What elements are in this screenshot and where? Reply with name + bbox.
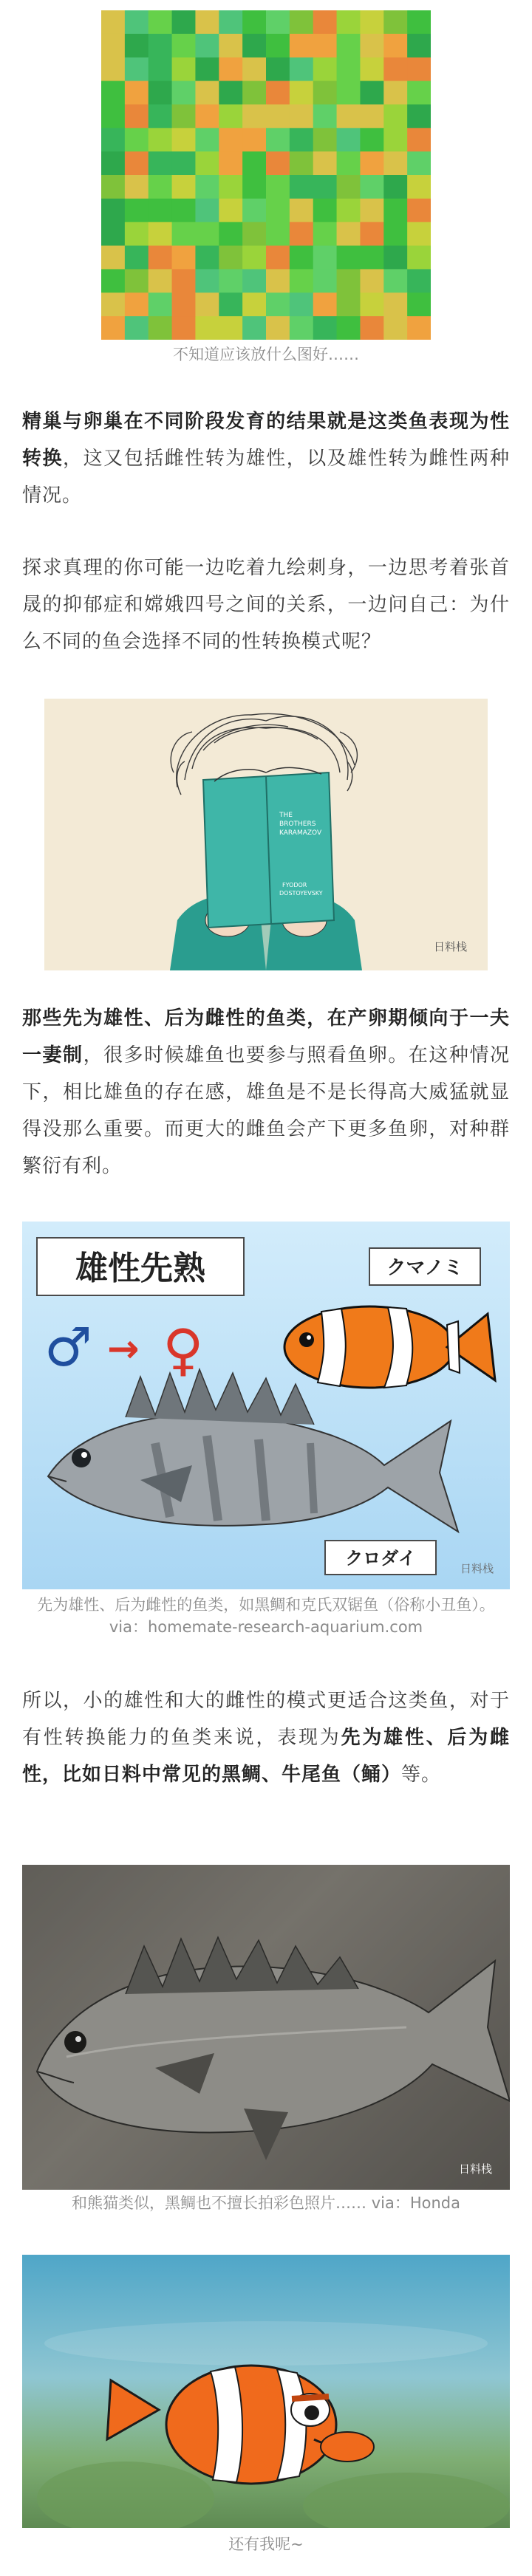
mosaic-tile bbox=[195, 222, 219, 246]
paragraph-conclusion bbox=[22, 1682, 510, 1793]
mosaic-tile bbox=[195, 199, 219, 222]
mosaic-tile bbox=[407, 175, 431, 199]
mosaic-tile bbox=[195, 34, 219, 58]
mosaic-tile bbox=[195, 292, 219, 316]
mosaic-tile bbox=[360, 292, 383, 316]
mosaic-tile bbox=[195, 151, 219, 175]
watermark: 日料栈 bbox=[433, 940, 467, 953]
mosaic-tile bbox=[290, 222, 313, 246]
mosaic-tile bbox=[149, 128, 172, 151]
mosaic-tile bbox=[242, 316, 266, 340]
mosaic-tile bbox=[313, 246, 337, 270]
label-seabream: クロダイ bbox=[345, 1548, 416, 1569]
male-symbol: ♂ bbox=[44, 1316, 92, 1378]
mosaic-tile bbox=[101, 246, 125, 270]
mosaic-tile bbox=[407, 222, 431, 246]
mosaic-tile bbox=[219, 10, 242, 34]
mosaic-tile bbox=[266, 316, 290, 340]
mosaic-tile bbox=[219, 34, 242, 58]
mosaic-tile bbox=[125, 34, 149, 58]
mosaic-tile bbox=[172, 292, 196, 316]
mosaic-tile bbox=[337, 104, 361, 128]
mosaic-tile bbox=[125, 246, 149, 270]
mosaic-tile bbox=[266, 58, 290, 81]
watermark: 日料栈 bbox=[458, 2162, 492, 2176]
mosaic-tile bbox=[383, 175, 407, 199]
protandry-caption: 先为雄性、后为雌性的鱼类，如黑鲷和克氏双锯鱼（俗称小丑鱼）。via：homemate-research-aquarium.com bbox=[37, 1596, 495, 1636]
mosaic-tile bbox=[360, 316, 383, 340]
mosaic-tile bbox=[383, 128, 407, 151]
mosaic-tile bbox=[313, 58, 337, 81]
mosaic-tile bbox=[195, 81, 219, 105]
mosaic-tile bbox=[242, 58, 266, 81]
mosaic-tile bbox=[101, 292, 125, 316]
mosaic-tile bbox=[290, 151, 313, 175]
mosaic-tile bbox=[313, 10, 337, 34]
mosaic-tile bbox=[149, 104, 172, 128]
mosaic-tile bbox=[313, 175, 337, 199]
mosaic-tile bbox=[360, 199, 383, 222]
mosaic-tile bbox=[360, 128, 383, 151]
paragraph-text: 所以，小的雄性和大的雌性的模式更适合这类鱼，对于有性转换能力的鱼类来说，表现为 bbox=[22, 1690, 510, 1749]
mosaic-tile bbox=[101, 222, 125, 246]
mosaic-tile bbox=[149, 34, 172, 58]
mosaic-tile bbox=[219, 58, 242, 81]
mosaic-tile bbox=[383, 58, 407, 81]
mosaic-tile bbox=[290, 316, 313, 340]
mosaic-tile bbox=[172, 151, 196, 175]
mosaic-tile bbox=[313, 151, 337, 175]
mosaic-tile bbox=[149, 58, 172, 81]
mosaic-tile bbox=[195, 10, 219, 34]
mosaic-tile bbox=[101, 175, 125, 199]
mosaic-tile bbox=[219, 316, 242, 340]
mosaic-tile bbox=[172, 222, 196, 246]
mosaic-tile bbox=[360, 34, 383, 58]
mosaic-tile bbox=[172, 269, 196, 292]
mosaic-tile bbox=[195, 128, 219, 151]
paragraph-bold: 精巢与卵巢在不同阶段发育的结果就是这类鱼表现为性转换 bbox=[22, 411, 510, 470]
mosaic-tile bbox=[290, 175, 313, 199]
mosaic-tile bbox=[266, 34, 290, 58]
mosaic-tile bbox=[360, 175, 383, 199]
mosaic-tile bbox=[290, 246, 313, 270]
mosaic-tile bbox=[337, 151, 361, 175]
paragraph-bold: 先为雄性、后为雌性，比如日料中常见的黑鲷、牛尾鱼（鲬） bbox=[22, 1727, 510, 1786]
mosaic-tile bbox=[266, 246, 290, 270]
mosaic-tile bbox=[290, 10, 313, 34]
book-author-line: DOSTOYEVSKY bbox=[279, 890, 323, 897]
mosaic-tile bbox=[101, 128, 125, 151]
mosaic-tile bbox=[337, 128, 361, 151]
mosaic-tile bbox=[407, 151, 431, 175]
mosaic-tile bbox=[407, 246, 431, 270]
mosaic-tile bbox=[337, 10, 361, 34]
book-title-line: THE bbox=[279, 812, 293, 819]
book-title-line: BROTHERS bbox=[279, 821, 316, 828]
mosaic-tile bbox=[337, 34, 361, 58]
mosaic-tile bbox=[219, 104, 242, 128]
mosaic-tile bbox=[101, 10, 125, 34]
mosaic-tile bbox=[125, 81, 149, 105]
mosaic-tile bbox=[313, 128, 337, 151]
mosaic-tile bbox=[313, 316, 337, 340]
mosaic-tile bbox=[383, 292, 407, 316]
mosaic-tile bbox=[313, 269, 337, 292]
mosaic-tile bbox=[149, 81, 172, 105]
mosaic-tile bbox=[290, 104, 313, 128]
mosaic-tile bbox=[195, 269, 219, 292]
mosaic-tile bbox=[195, 175, 219, 199]
paragraph-question: 探求真理的你可能一边吃着九绘刺身，一边思考着张首晟的抑郁症和嫦娥四号之间的关系，一边问自己：为什么不同的鱼会选择不同的性转换模式呢？ bbox=[22, 557, 510, 653]
mosaic-tile bbox=[313, 81, 337, 105]
mosaic-tile bbox=[337, 58, 361, 81]
book-title-line: KARAMAZOV bbox=[279, 829, 322, 837]
mosaic-tile bbox=[125, 128, 149, 151]
mosaic-tile bbox=[266, 104, 290, 128]
mosaic-tile bbox=[219, 269, 242, 292]
reading-illustration bbox=[44, 699, 488, 970]
mosaic-tile bbox=[219, 199, 242, 222]
mosaic-tile bbox=[149, 10, 172, 34]
mosaic-tile bbox=[219, 175, 242, 199]
label-clownfish: クマノミ bbox=[386, 1257, 463, 1279]
mosaic-tile bbox=[407, 199, 431, 222]
mosaic-tile bbox=[172, 34, 196, 58]
mosaic-tile bbox=[290, 292, 313, 316]
mosaic-tile bbox=[172, 316, 196, 340]
mosaic-tile bbox=[125, 10, 149, 34]
mosaic-tile bbox=[101, 269, 125, 292]
mosaic-tile bbox=[383, 104, 407, 128]
mosaic-tile bbox=[337, 292, 361, 316]
mosaic-tile bbox=[172, 128, 196, 151]
mosaic-tile bbox=[407, 316, 431, 340]
mosaic-tile bbox=[337, 316, 361, 340]
mosaic-tile bbox=[172, 10, 196, 34]
mosaic-tile bbox=[290, 269, 313, 292]
watermark: 日料栈 bbox=[460, 1562, 494, 1575]
mosaic-tile bbox=[360, 10, 383, 34]
mosaic-tile bbox=[125, 292, 149, 316]
mosaic-tile bbox=[149, 175, 172, 199]
mosaic-tile bbox=[383, 222, 407, 246]
mosaic-tile bbox=[149, 316, 172, 340]
mosaic-tile bbox=[407, 10, 431, 34]
mosaic-tile bbox=[195, 246, 219, 270]
mosaic-caption: 不知道应该放什么图好…… bbox=[173, 346, 359, 363]
mosaic-tile bbox=[101, 104, 125, 128]
mosaic-tile bbox=[383, 199, 407, 222]
mosaic-tile bbox=[242, 222, 266, 246]
mosaic-tile bbox=[266, 199, 290, 222]
mosaic-tile bbox=[383, 316, 407, 340]
mosaic-tile bbox=[125, 199, 149, 222]
mosaic-tile bbox=[125, 269, 149, 292]
arrow-symbol: → bbox=[107, 1327, 140, 1371]
clownfish-caption: 还有我呢~ bbox=[228, 2535, 304, 2553]
seabream-photo bbox=[22, 1865, 510, 2190]
mosaic-tile bbox=[360, 104, 383, 128]
mosaic-tile bbox=[266, 10, 290, 34]
mosaic-tile bbox=[242, 175, 266, 199]
mosaic-tile bbox=[195, 316, 219, 340]
mosaic-tile bbox=[149, 222, 172, 246]
mosaic-tile bbox=[219, 151, 242, 175]
mosaic-tile bbox=[313, 222, 337, 246]
mosaic-tile bbox=[172, 81, 196, 105]
mosaic-tile bbox=[242, 151, 266, 175]
mosaic-tile bbox=[125, 151, 149, 175]
protandry-diagram bbox=[22, 1222, 510, 1589]
mosaic-tile bbox=[407, 58, 431, 81]
clownfish-illustration bbox=[284, 1306, 495, 1388]
mosaic-tile bbox=[125, 222, 149, 246]
cartoon-clownfish-image bbox=[22, 2255, 510, 2528]
mosaic-tile bbox=[101, 34, 125, 58]
mosaic-tile bbox=[383, 81, 407, 105]
mosaic-tile bbox=[242, 10, 266, 34]
mosaic-tile bbox=[383, 151, 407, 175]
mosaic-tile bbox=[242, 81, 266, 105]
mosaic-tile bbox=[242, 128, 266, 151]
mosaic-tile bbox=[149, 292, 172, 316]
mosaic-tile bbox=[172, 246, 196, 270]
paragraph-bold: 那些先为雄性、后为雌性的鱼类，在产卵期倾向于一夫一妻制 bbox=[22, 1007, 510, 1066]
seabream-caption: 和熊猫类似，黑鲷也不擅长拍彩色照片…… via：Honda bbox=[72, 2194, 460, 2212]
paragraph-text: 等。 bbox=[401, 1764, 442, 1786]
seabream-illustration bbox=[48, 1369, 458, 1532]
mosaic-tile bbox=[125, 316, 149, 340]
mosaic-tile bbox=[290, 34, 313, 58]
mosaic-tile bbox=[101, 199, 125, 222]
mosaic-tile bbox=[383, 10, 407, 34]
mosaic-tile bbox=[337, 269, 361, 292]
mosaic-tile bbox=[337, 222, 361, 246]
mosaic-tile bbox=[149, 269, 172, 292]
mosaic-tile bbox=[290, 199, 313, 222]
mosaic-tile bbox=[242, 34, 266, 58]
mosaic-tile bbox=[360, 269, 383, 292]
mosaic-tile bbox=[266, 269, 290, 292]
mosaic-tile bbox=[101, 151, 125, 175]
mosaic-tile bbox=[360, 246, 383, 270]
paragraph-text: ，这又包括雌性转为雄性，以及雄性转为雌性两种情况。 bbox=[22, 448, 510, 507]
mosaic-tile bbox=[337, 246, 361, 270]
mosaic-tile bbox=[383, 269, 407, 292]
mosaic-tile bbox=[360, 81, 383, 105]
mosaic-tile bbox=[266, 81, 290, 105]
mosaic-tile bbox=[172, 175, 196, 199]
mosaic-tile bbox=[290, 81, 313, 105]
mosaic-tile bbox=[242, 246, 266, 270]
mosaic-tile bbox=[337, 175, 361, 199]
paragraph-sex-change bbox=[22, 403, 510, 514]
mosaic-tile bbox=[101, 58, 125, 81]
mosaic-tile bbox=[172, 199, 196, 222]
mosaic-tile bbox=[125, 175, 149, 199]
mosaic-tile bbox=[149, 199, 172, 222]
mosaic-tile bbox=[407, 81, 431, 105]
mosaic-tile bbox=[219, 292, 242, 316]
mosaic-tile bbox=[195, 104, 219, 128]
mosaic-tile bbox=[313, 292, 337, 316]
mosaic-tile bbox=[407, 104, 431, 128]
mosaic-tile bbox=[242, 104, 266, 128]
mosaic-tile bbox=[407, 34, 431, 58]
mosaic-tile bbox=[172, 104, 196, 128]
mosaic-tile bbox=[383, 246, 407, 270]
mosaic-tile bbox=[383, 34, 407, 58]
paragraph-protandry bbox=[22, 1000, 510, 1185]
book-author-line: FYODOR bbox=[282, 882, 307, 888]
mosaic-tile bbox=[101, 81, 125, 105]
mosaic-tile bbox=[195, 58, 219, 81]
mosaic-tile bbox=[407, 269, 431, 292]
mosaic-tile bbox=[125, 58, 149, 81]
mosaic-tile bbox=[266, 175, 290, 199]
mosaic-tile bbox=[101, 316, 125, 340]
mosaic-tile bbox=[149, 151, 172, 175]
mosaic-tile bbox=[360, 222, 383, 246]
mosaic-tile bbox=[266, 292, 290, 316]
mosaic-image bbox=[101, 10, 431, 340]
mosaic-tile bbox=[337, 199, 361, 222]
female-symbol: ♀ bbox=[163, 1317, 204, 1383]
mosaic-tile bbox=[360, 58, 383, 81]
mosaic-tile bbox=[219, 222, 242, 246]
mosaic-tile bbox=[219, 128, 242, 151]
mosaic-tile bbox=[313, 34, 337, 58]
mosaic-tile bbox=[337, 81, 361, 105]
mosaic-tile bbox=[172, 58, 196, 81]
mosaic-tile bbox=[407, 128, 431, 151]
mosaic-tile bbox=[242, 269, 266, 292]
mosaic-tile bbox=[242, 199, 266, 222]
mosaic-tile bbox=[149, 246, 172, 270]
mosaic-tile bbox=[407, 292, 431, 316]
mosaic-tile bbox=[266, 222, 290, 246]
mosaic-tile bbox=[219, 81, 242, 105]
mosaic-tile bbox=[266, 128, 290, 151]
mosaic-tile bbox=[290, 128, 313, 151]
mosaic-tile bbox=[219, 246, 242, 270]
mosaic-tile bbox=[360, 151, 383, 175]
paragraph-text: ，很多时候雄鱼也要参与照看鱼卵。在这种情况下，相比雄鱼的存在感，雄鱼是不是长得高大威猛就显得没那么重要。而更大的雌鱼会产下更多鱼卵，对种群繁衍有利。 bbox=[22, 1044, 510, 1177]
mosaic-tile bbox=[313, 199, 337, 222]
mosaic-tile bbox=[266, 151, 290, 175]
mosaic-tile bbox=[242, 292, 266, 316]
mosaic-tile bbox=[313, 104, 337, 128]
mosaic-tile bbox=[290, 58, 313, 81]
mosaic-tile bbox=[125, 104, 149, 128]
diagram-title: 雄性先熟 bbox=[75, 1250, 205, 1287]
